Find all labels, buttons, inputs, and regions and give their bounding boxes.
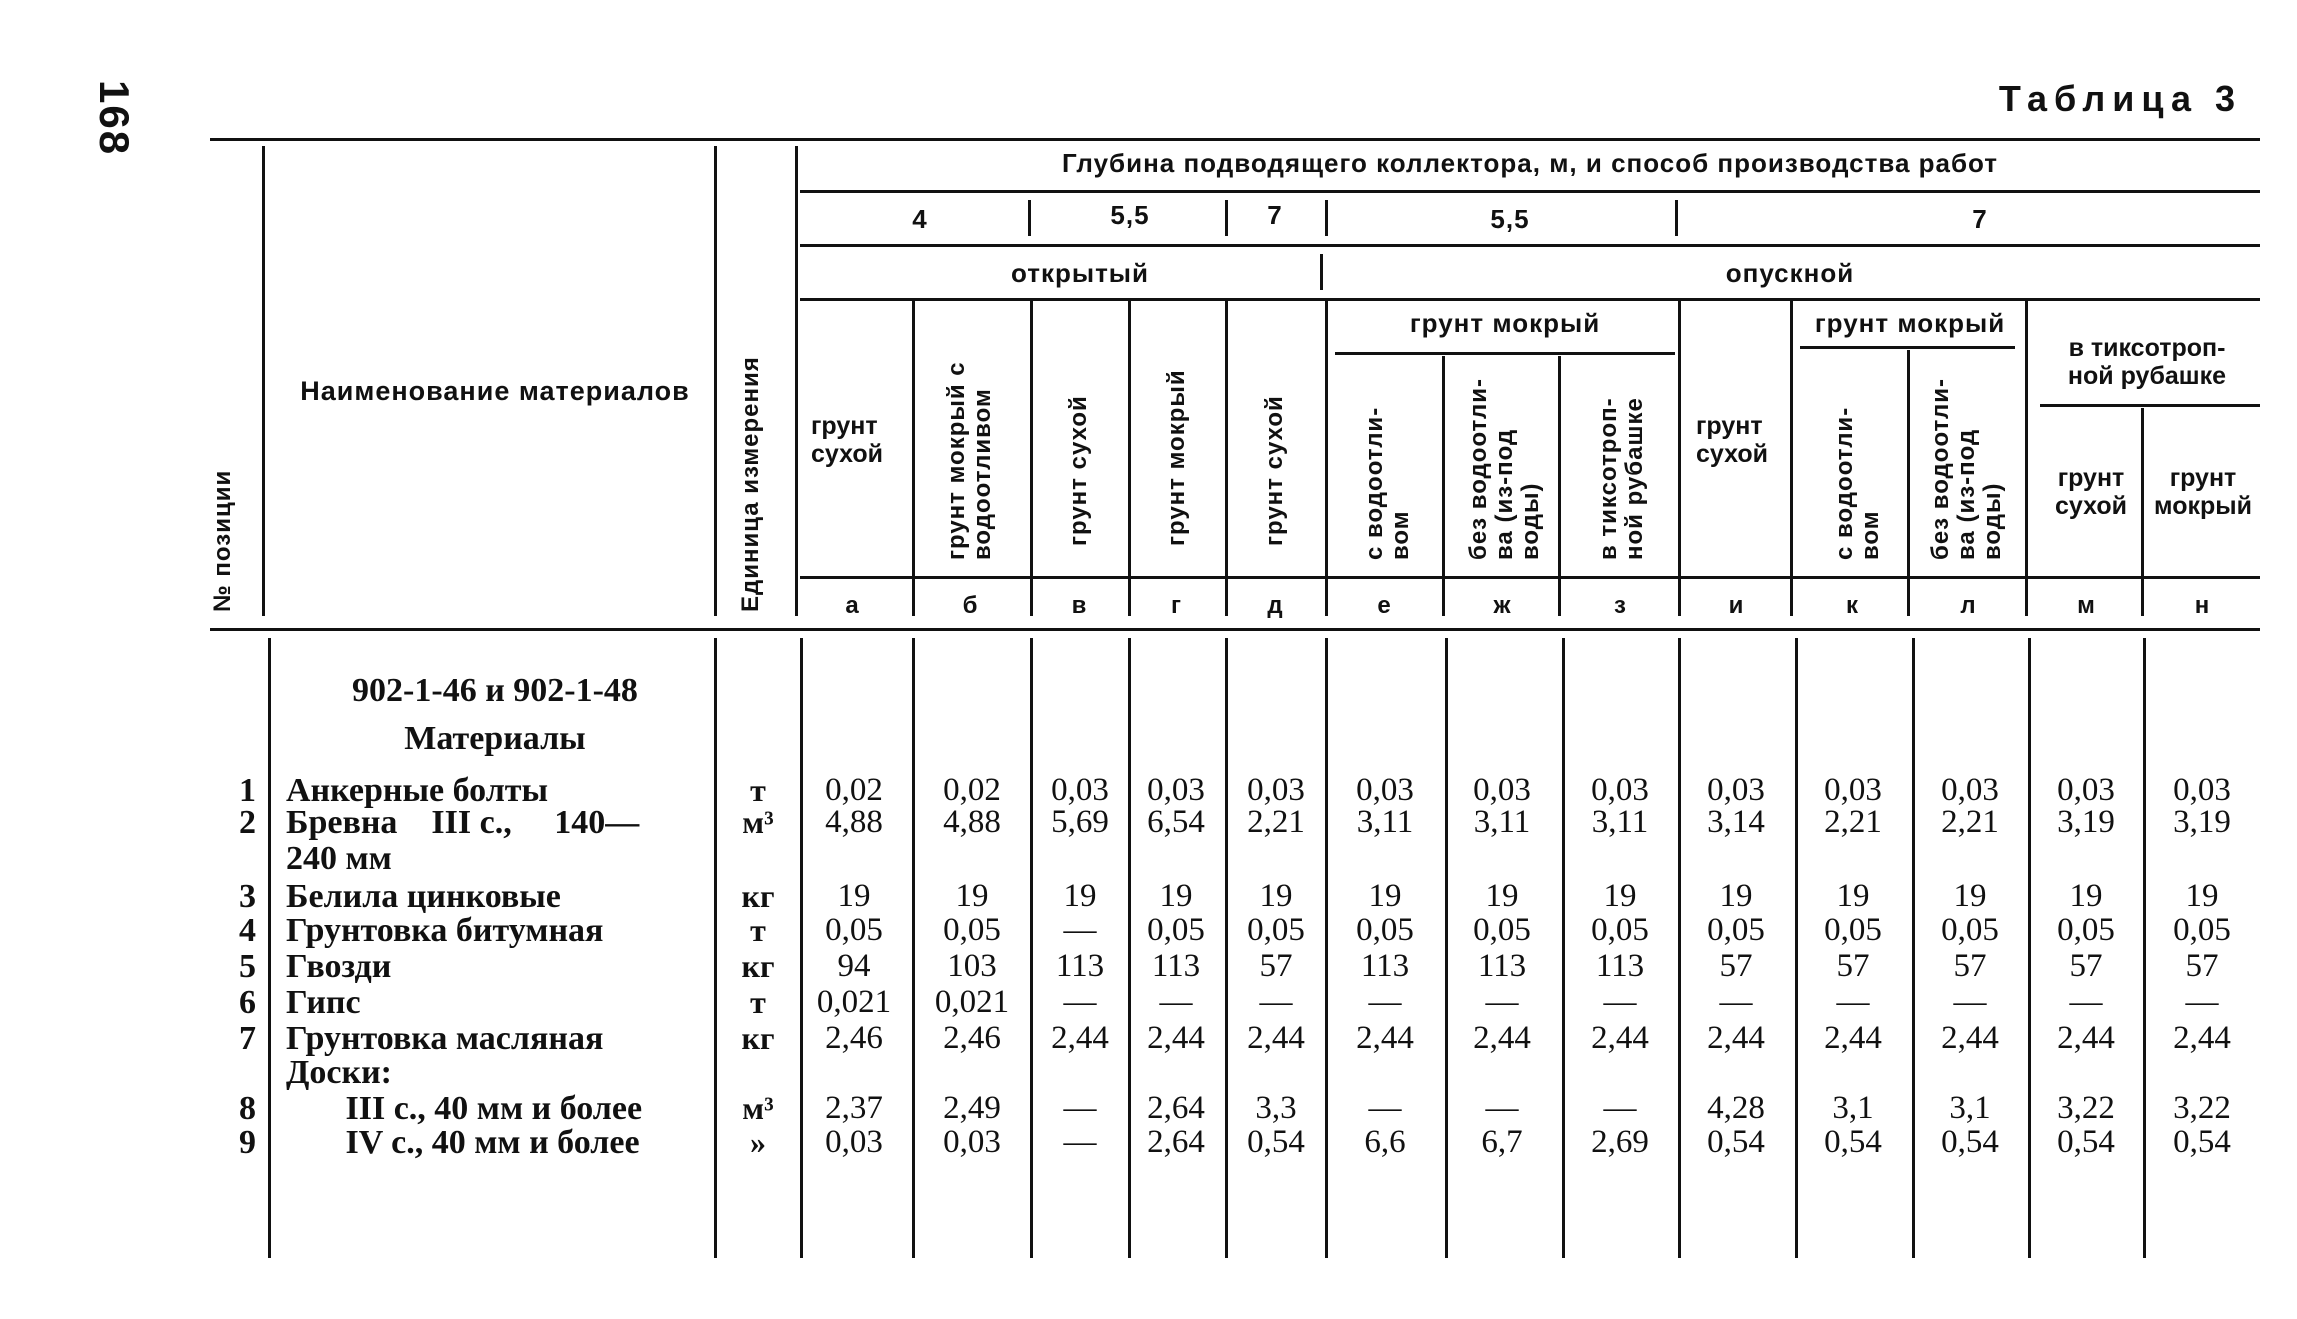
- table-cell: 57: [1719, 948, 1753, 984]
- table-cell: 3,1: [1949, 1090, 1991, 1126]
- table-cell: 4,28: [1707, 1090, 1765, 1126]
- wet-soil-group-1: грунт мокрый: [1409, 308, 1601, 338]
- table-cell: 4,88: [825, 804, 883, 840]
- row-number: 8: [239, 1090, 256, 1127]
- vline-body-name: [714, 638, 717, 1258]
- table-cell: 19: [1953, 878, 1987, 914]
- table-cell: 19: [1485, 878, 1519, 914]
- table-cell: 19: [1159, 878, 1193, 914]
- vline-num: [262, 146, 265, 616]
- table-cell: 3,11: [1591, 804, 1649, 840]
- table-cell: 19: [955, 878, 989, 914]
- row-material-name: III с., 40 мм и более: [286, 1090, 643, 1127]
- row-number: 6: [239, 984, 256, 1021]
- table-cell: 2,46: [943, 1020, 1001, 1056]
- header-depth-title: Глубина подводящего коллектора, м, и способ производства работ: [1061, 148, 1999, 178]
- rule-wet-2: [1800, 346, 2015, 349]
- rule-thixo: [2040, 404, 2260, 407]
- col-i-header: грунт сухой: [1696, 412, 1769, 468]
- vline-v: [1128, 300, 1131, 616]
- table-cell: 0,05: [1247, 912, 1305, 948]
- table-cell: 2,64: [1147, 1090, 1205, 1126]
- vline-e: [1442, 356, 1445, 616]
- col-m-header: грунт сухой: [2054, 464, 2128, 520]
- vline-k: [1907, 350, 1910, 616]
- table-cell: 19: [1719, 878, 1753, 914]
- table-cell: —: [1603, 984, 1637, 1020]
- col-letter: е: [1377, 592, 1391, 619]
- table-cell: 19: [1603, 878, 1637, 914]
- table-cell: —: [1063, 912, 1097, 948]
- table-cell: 0,05: [1356, 912, 1414, 948]
- col-v-header: грунт сухой: [1065, 395, 1092, 546]
- vline-b: [1030, 300, 1033, 616]
- table-cell: 0,03: [1473, 772, 1531, 808]
- depth-7: 7: [1267, 200, 1283, 230]
- rule-depth-title: [800, 190, 2260, 193]
- table-cell: 19: [2069, 878, 2103, 914]
- table-cell: 6,7: [1481, 1124, 1523, 1160]
- rule-methods: [800, 298, 2260, 301]
- vline-depth-3: [1325, 200, 1328, 236]
- method-sink: опускной: [1725, 258, 1855, 288]
- table-caption: Таблица 3: [1998, 78, 2242, 119]
- table-cell: 4,88: [943, 804, 1001, 840]
- table-cell: 0,54: [1247, 1124, 1305, 1160]
- col-e-header: с водоотли- вом: [1361, 406, 1414, 560]
- table-cell: 2,21: [1247, 804, 1305, 840]
- table-cell: —: [1368, 1090, 1402, 1126]
- table-cell: 0,54: [1707, 1124, 1765, 1160]
- table-cell: 0,05: [2173, 912, 2231, 948]
- table-cell: 2,21: [1824, 804, 1882, 840]
- row-unit: м³: [742, 804, 774, 840]
- row-number: 2: [239, 804, 256, 841]
- table-cell: 2,64: [1147, 1124, 1205, 1160]
- rule-depths: [800, 244, 2260, 247]
- col-letter: л: [1960, 592, 1976, 619]
- row-material-name: Гвозди: [286, 948, 392, 985]
- row-unit: т: [750, 912, 766, 948]
- table-cell: 57: [1836, 948, 1870, 984]
- table-cell: 19: [837, 878, 871, 914]
- section-title: Материалы: [404, 720, 586, 757]
- table-cell: —: [1259, 984, 1293, 1020]
- depth-7-b: 7: [1972, 204, 1988, 234]
- col-letter: б: [962, 592, 978, 619]
- rule-wet-1: [1335, 352, 1675, 355]
- vline-depth-1: [1028, 200, 1031, 236]
- table-cell: 2,21: [1941, 804, 1999, 840]
- table-cell: 0,54: [1941, 1124, 1999, 1160]
- table-cell: 2,37: [825, 1090, 883, 1126]
- table-cell: 0,021: [816, 984, 892, 1020]
- col-letter: г: [1171, 592, 1181, 619]
- table-cell: 0,03: [1051, 772, 1109, 808]
- table-cell: 3,11: [1473, 804, 1531, 840]
- table-cell: 6,6: [1364, 1124, 1406, 1160]
- col-l-header: без водоотли- ва (из-под воды): [1927, 378, 2006, 560]
- table-cell: 2,69: [1591, 1124, 1649, 1160]
- rule-letters: [800, 576, 2260, 579]
- vline-method: [1320, 254, 1323, 290]
- col-k-header: с водоотли- вом: [1831, 406, 1884, 560]
- row-material-name: Грунтовка битумная: [286, 912, 604, 949]
- col-letter: н: [2194, 592, 2210, 619]
- table-cell: 19: [1836, 878, 1870, 914]
- row-number: 1: [239, 772, 256, 809]
- table-cell: 19: [2185, 878, 2219, 914]
- table-cell: 57: [2185, 948, 2219, 984]
- table-cell: 2,44: [2057, 1020, 2115, 1056]
- table-cell: —: [1836, 984, 1870, 1020]
- col-letter: м: [2077, 592, 2095, 619]
- table-cell: 0,05: [1147, 912, 1205, 948]
- row-material-name-cont: 240 мм: [286, 840, 392, 877]
- table-cell: 3,1: [1832, 1090, 1874, 1126]
- row-material-name: IV с., 40 мм и более: [286, 1124, 640, 1161]
- table-cell: 0,03: [2057, 772, 2115, 808]
- table-cell: 113: [1151, 948, 1201, 984]
- table-cell: —: [2185, 984, 2219, 1020]
- table-top-rule: [210, 138, 2260, 141]
- table-cell: 0,03: [825, 1124, 883, 1160]
- header-unit: Единица измерения: [737, 356, 764, 612]
- table-cell: —: [1159, 984, 1193, 1020]
- table-cell: 19: [1063, 878, 1097, 914]
- table-cell: 113: [1360, 948, 1410, 984]
- table-cell: 5,69: [1051, 804, 1109, 840]
- row-material-name: Белила цинковые: [286, 878, 561, 915]
- table-cell: 0,03: [943, 1124, 1001, 1160]
- table-cell: 3,11: [1356, 804, 1414, 840]
- table-cell: 2,44: [1941, 1020, 1999, 1056]
- col-letter: к: [1845, 592, 1858, 619]
- table-cell: 0,03: [1247, 772, 1305, 808]
- vline-unit: [795, 146, 798, 616]
- vline-depth-4: [1675, 200, 1678, 236]
- table-cell: 19: [1259, 878, 1293, 914]
- depth-5-5: 5,5: [1110, 200, 1150, 230]
- table-cell: 2,44: [1147, 1020, 1205, 1056]
- col-letter: а: [845, 592, 859, 619]
- table-cell: —: [1063, 1090, 1097, 1126]
- table-cell: 3,19: [2173, 804, 2231, 840]
- table-cell: 113: [1477, 948, 1527, 984]
- header-name: Наименование материалов: [300, 376, 690, 406]
- table-cell: 2,44: [1051, 1020, 1109, 1056]
- table-cell: 2,44: [1356, 1020, 1414, 1056]
- vline-zh: [1558, 356, 1561, 616]
- row-number: 7: [239, 1020, 256, 1057]
- table-cell: 0,021: [934, 984, 1010, 1020]
- row-unit: кг: [741, 1020, 775, 1056]
- table-cell: —: [1603, 1090, 1637, 1126]
- row-material-name: Гипс: [286, 984, 361, 1021]
- table-cell: 0,03: [1824, 772, 1882, 808]
- row-material-name: Доски:: [286, 1054, 392, 1091]
- table-cell: 94: [837, 948, 871, 984]
- table-cell: 3,19: [2057, 804, 2115, 840]
- row-number: 9: [239, 1124, 256, 1161]
- table-cell: 2,44: [1473, 1020, 1531, 1056]
- table-cell: —: [1485, 984, 1519, 1020]
- table-cell: 0,03: [1147, 772, 1205, 808]
- col-d-header: грунт сухой: [1261, 395, 1288, 546]
- table-cell: 3,22: [2173, 1090, 2231, 1126]
- table-cell: 2,44: [1707, 1020, 1765, 1056]
- row-unit: кг: [741, 878, 775, 914]
- table-cell: 113: [1595, 948, 1645, 984]
- table-cell: 103: [947, 948, 997, 984]
- table-cell: 0,03: [1591, 772, 1649, 808]
- table-cell: 0,54: [2173, 1124, 2231, 1160]
- header-bottom-rule: [210, 628, 2260, 631]
- row-number: 5: [239, 948, 256, 985]
- table-cell: —: [1063, 1124, 1097, 1160]
- thixo-group: в тиксотроп- ной рубашке: [2067, 334, 2227, 390]
- table-cell: 2,46: [825, 1020, 883, 1056]
- row-unit: т: [750, 772, 766, 808]
- table-cell: 0,05: [943, 912, 1001, 948]
- table-cell: 0,54: [2057, 1124, 2115, 1160]
- table-cell: 6,54: [1147, 804, 1205, 840]
- vline-depth-2: [1225, 200, 1228, 236]
- table-cell: 57: [1953, 948, 1987, 984]
- row-number: 3: [239, 878, 256, 915]
- table-cell: 0,03: [1356, 772, 1414, 808]
- vline-z: [1678, 300, 1681, 616]
- table-cell: 0,03: [1707, 772, 1765, 808]
- wet-soil-group-2: грунт мокрый: [1814, 308, 2006, 338]
- table-cell: 0,05: [825, 912, 883, 948]
- col-a-header: грунт сухой: [811, 412, 884, 468]
- table-cell: 0,03: [2173, 772, 2231, 808]
- table-cell: —: [1719, 984, 1753, 1020]
- table-cell: 57: [2069, 948, 2103, 984]
- table-cell: —: [2069, 984, 2103, 1020]
- table-cell: 0,54: [1824, 1124, 1882, 1160]
- col-zh-header: без водоотли- ва (из-под воды): [1465, 378, 1544, 560]
- row-material-name: Бревна III с., 140—: [286, 804, 640, 841]
- header-position: № позиции: [209, 469, 236, 612]
- table-cell: 2,44: [2173, 1020, 2231, 1056]
- table-cell: 0,02: [825, 772, 883, 808]
- row-unit: »: [750, 1124, 766, 1160]
- col-letter: и: [1728, 592, 1744, 619]
- page-number: 168: [91, 80, 138, 157]
- vline-body-num: [268, 638, 271, 1258]
- table-cell: 0,02: [943, 772, 1001, 808]
- section-project: 902-1-46 и 902-1-48: [352, 672, 638, 709]
- table-cell: 0,05: [2057, 912, 2115, 948]
- row-unit: т: [750, 984, 766, 1020]
- row-material-name: Грунтовка масляная: [286, 1020, 604, 1057]
- table-cell: 0,05: [1707, 912, 1765, 948]
- method-open: открытый: [1011, 258, 1149, 288]
- col-letter: з: [1614, 592, 1626, 619]
- col-letter: д: [1267, 592, 1283, 619]
- table-cell: 2,44: [1247, 1020, 1305, 1056]
- table-cell: 57: [1259, 948, 1293, 984]
- row-number: 4: [239, 912, 256, 949]
- vline-name: [714, 146, 717, 616]
- table-cell: 113: [1055, 948, 1105, 984]
- vline-g: [1225, 300, 1228, 616]
- table-cell: 19: [1368, 878, 1402, 914]
- col-z-header: в тиксотроп- ной рубашке: [1595, 397, 1648, 560]
- row-unit: кг: [741, 948, 775, 984]
- table-cell: 2,44: [1591, 1020, 1649, 1056]
- col-b-header: грунт мокрый с водоотливом: [943, 361, 996, 560]
- table-cell: —: [1368, 984, 1402, 1020]
- depth-4: 4: [912, 204, 928, 234]
- row-material-name: Анкерные болты: [286, 772, 549, 809]
- vline-l: [2025, 300, 2028, 616]
- table-cell: —: [1485, 1090, 1519, 1126]
- table-cell: 3,3: [1255, 1090, 1297, 1126]
- col-letter: в: [1071, 592, 1087, 619]
- col-n-header: грунт мокрый: [2154, 464, 2252, 520]
- col-g-header: грунт мокрый: [1163, 369, 1190, 546]
- table-cell: 0,05: [1591, 912, 1649, 948]
- row-unit: м³: [742, 1090, 774, 1126]
- table-cell: —: [1063, 984, 1097, 1020]
- table-cell: —: [1953, 984, 1987, 1020]
- table-cell: 3,14: [1707, 804, 1765, 840]
- col-letter: ж: [1493, 592, 1511, 619]
- table-cell: 0,05: [1941, 912, 1999, 948]
- table-cell: 2,44: [1824, 1020, 1882, 1056]
- table-cell: 3,22: [2057, 1090, 2115, 1126]
- table-cell: 0,05: [1473, 912, 1531, 948]
- vline-m: [2141, 408, 2144, 616]
- table-cell: 2,49: [943, 1090, 1001, 1126]
- table-cell: 0,03: [1941, 772, 1999, 808]
- vline-d: [1325, 300, 1328, 616]
- table-cell: 0,05: [1824, 912, 1882, 948]
- depth-5-5-b: 5,5: [1490, 204, 1530, 234]
